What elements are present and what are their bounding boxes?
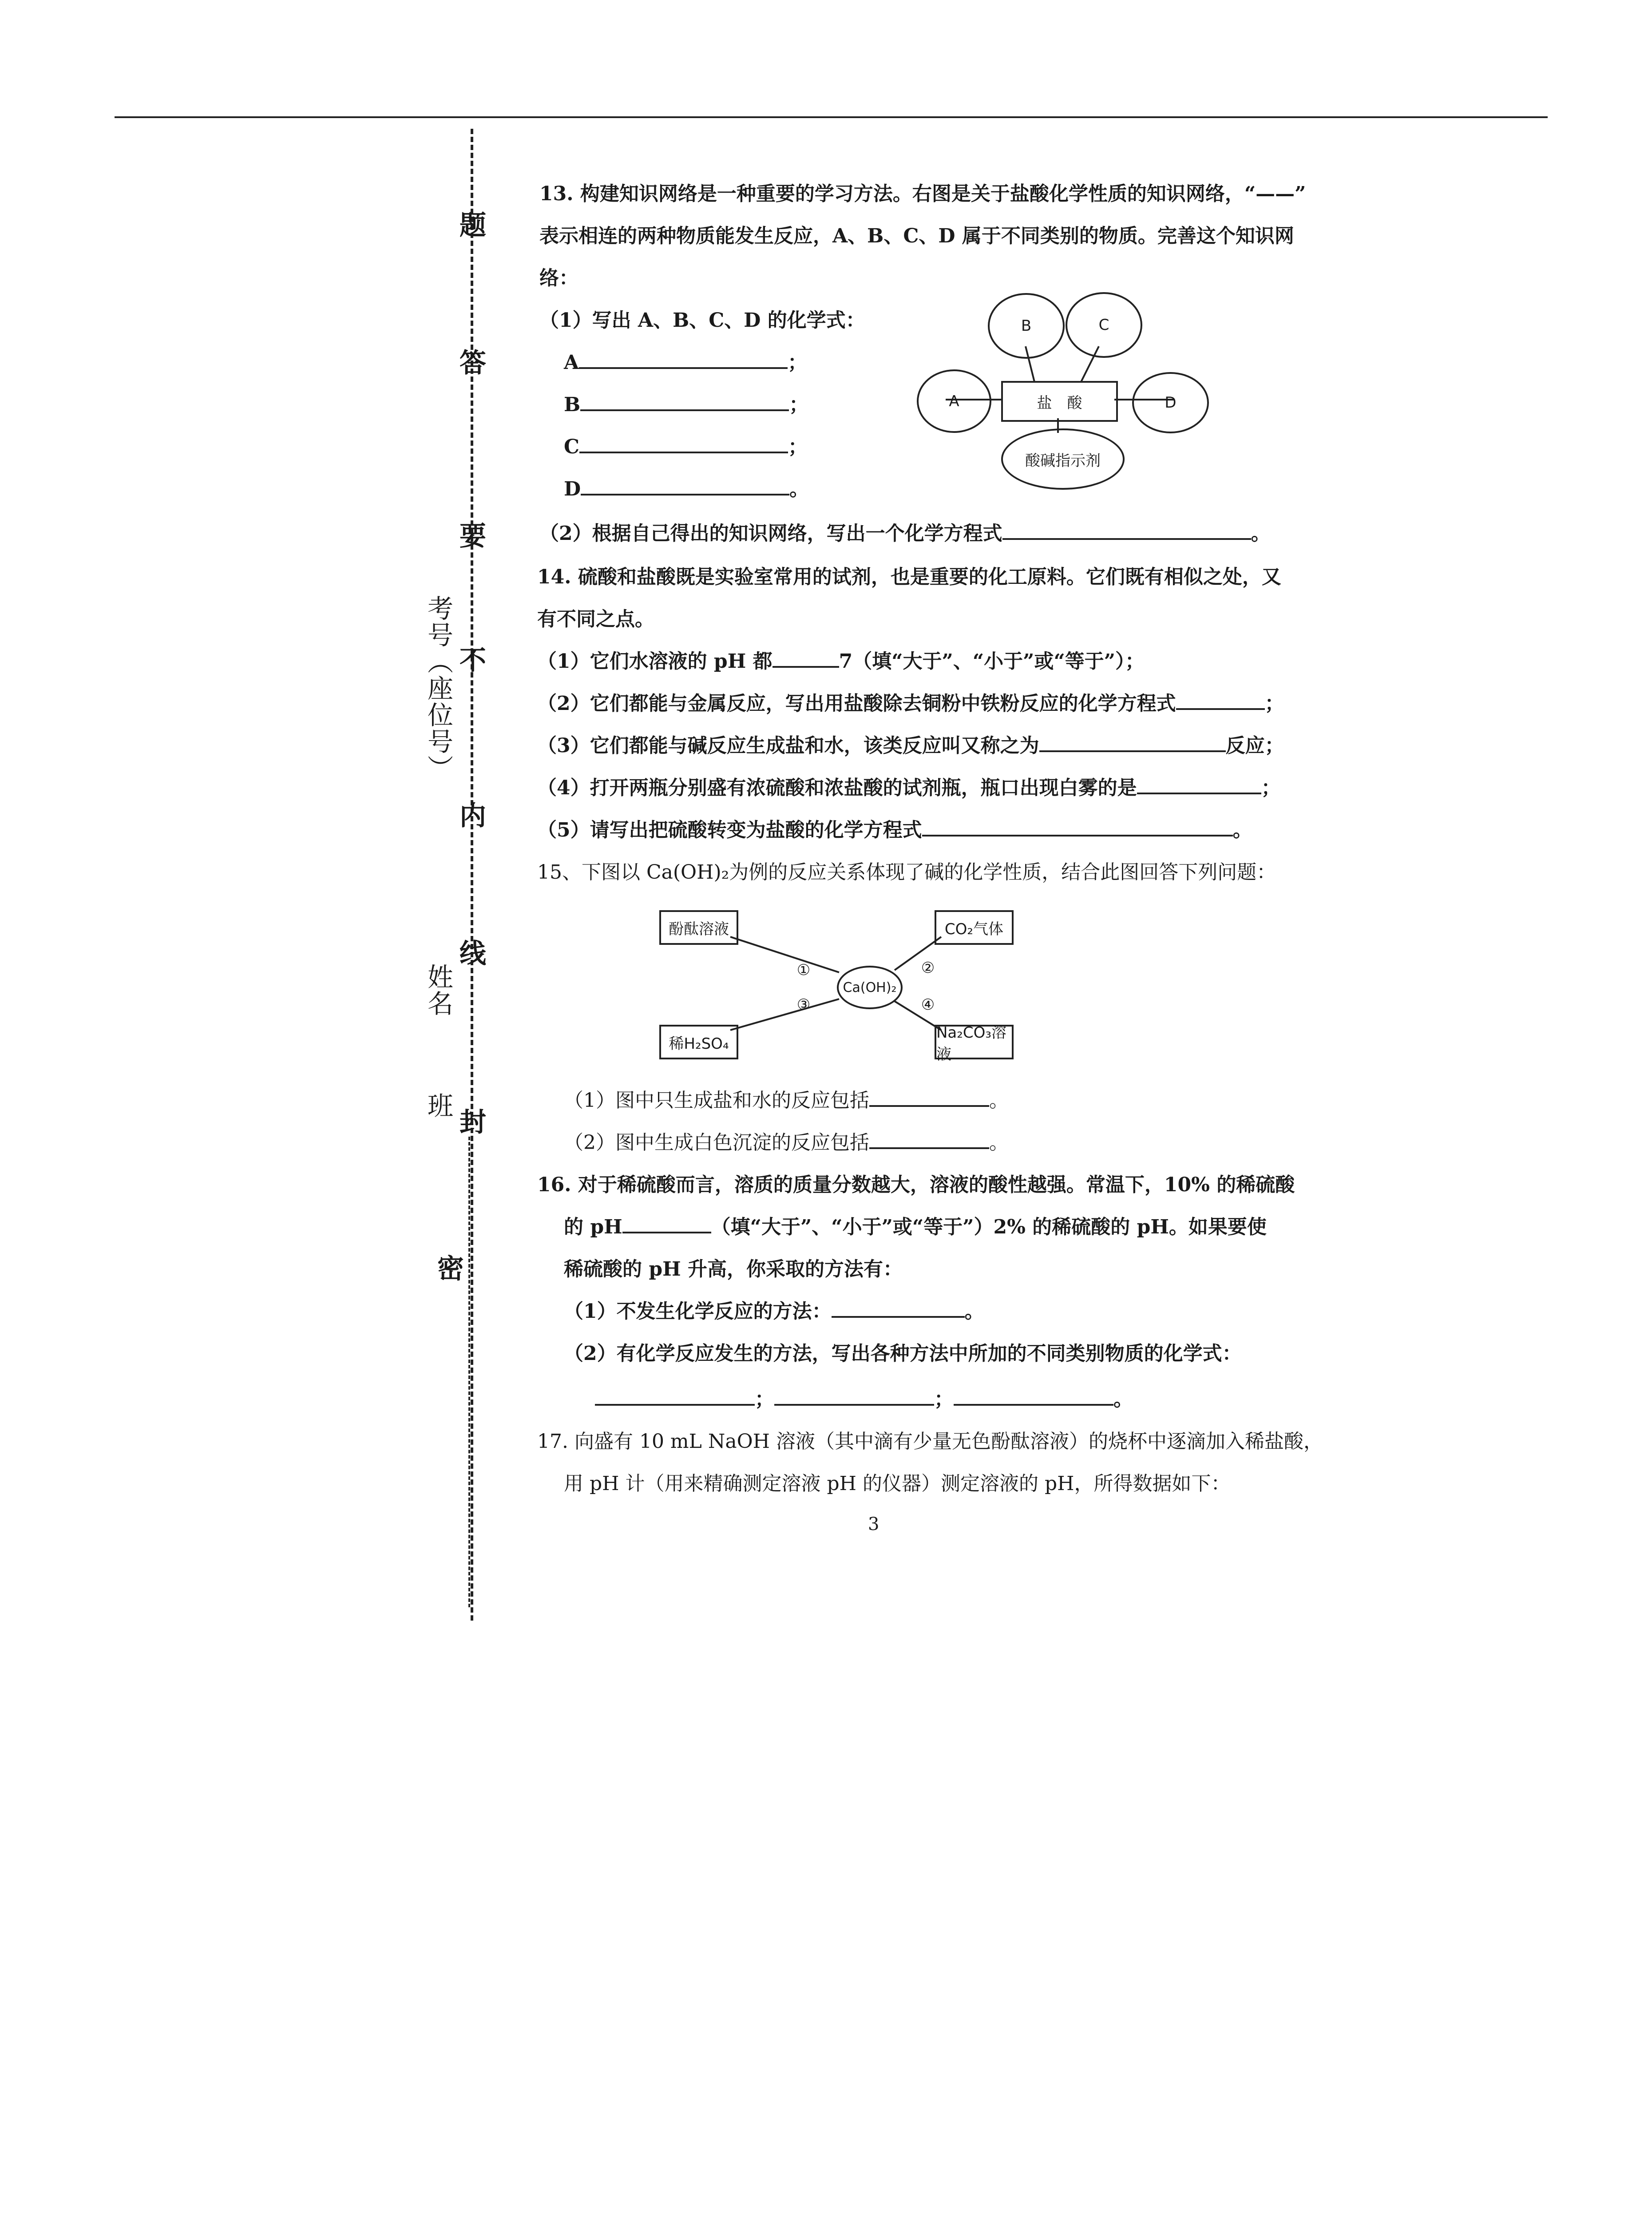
margin-char-5: 内 xyxy=(460,801,486,832)
q16-stem-2 xyxy=(564,1211,1267,1239)
q13-semicolon: ； xyxy=(788,351,808,374)
q16-answer-blank-2[interactable] xyxy=(774,1384,934,1406)
margin-char-3: 要 xyxy=(460,521,486,552)
q16-stem-3: 稀硫酸的 pH 升高，你采取的方法有： xyxy=(564,1258,903,1280)
q16-separator: ； xyxy=(934,1388,954,1411)
q15-part-2 xyxy=(564,1126,1009,1155)
margin-char-8: 密 xyxy=(437,1253,464,1284)
q15-stem: 15、下图以 Ca(OH)₂为例的反应关系体现了碱的化学性质，结合此图回答下列问题： xyxy=(537,861,1276,884)
q16-answer-row xyxy=(595,1383,1133,1411)
q17-line-1: 17. 向盛有 10 mL NaOH 溶液（其中滴有少量无色酚酞溶液）的烧杯中逐滴加入稀盐酸， xyxy=(537,1430,1323,1453)
q16-answer-blank-3[interactable] xyxy=(954,1384,1113,1406)
q14-period: 。 xyxy=(1232,819,1252,841)
q13-label-d: D xyxy=(564,478,581,500)
q14-stem-1: 14. 硫酸和盐酸既是实验室常用的试剂，也是重要的化工原料。它们既有相似之处，又 xyxy=(537,566,1281,588)
q16-ph-compare-blank[interactable] xyxy=(622,1211,711,1233)
q14-part-1-text: （1）它们水溶液的 pH 都 xyxy=(537,650,773,673)
q13-stem-1: 13. 构建知识网络是一种重要的学习方法。右图是关于盐酸化学性质的知识网络，“——” xyxy=(539,182,1306,205)
q13-semicolon: ； xyxy=(788,436,808,458)
q16-separator: ； xyxy=(755,1388,774,1411)
q16-period: 。 xyxy=(964,1300,984,1323)
q15-node-co2-gas: CO₂气体 xyxy=(935,910,1014,945)
q15-node-dilute-h2so4: 稀H₂SO₄ xyxy=(659,1025,738,1059)
q16-answer-blank-1[interactable] xyxy=(595,1384,755,1406)
margin-char-4: 不 xyxy=(460,645,486,676)
q14-stem-2: 有不同之点。 xyxy=(537,608,654,630)
q15-part-1 xyxy=(564,1084,1009,1113)
q13-node-indicator: 酸碱指示剂 xyxy=(1001,428,1125,490)
margin-char-7: 封 xyxy=(460,1107,486,1138)
q15-center-calcium-hydroxide: Ca(OH)₂ xyxy=(837,966,903,1009)
name-label: 姓名 xyxy=(423,963,453,1017)
q15-arrow-label-2: ② xyxy=(921,959,935,977)
q13-period: 。 xyxy=(1251,522,1271,545)
q15-precipitate-blank[interactable] xyxy=(869,1127,989,1149)
q15-period: 。 xyxy=(989,1131,1009,1154)
q16-stem-2-text: 的 pH xyxy=(564,1216,622,1238)
q15-period: 。 xyxy=(989,1089,1009,1112)
q14-part-1-hint: 7（填“大于”、“小于”或“等于”）； xyxy=(839,650,1145,673)
q14-part-2-text: （2）它们都能与金属反应，写出用盐酸除去铜粉中铁粉反应的化学方程式 xyxy=(537,692,1176,715)
q13-node-d: D xyxy=(1132,372,1209,433)
q13-stem-3: 络： xyxy=(539,267,578,289)
q14-part-3-end: 反应； xyxy=(1225,734,1284,757)
q15-node-na2co3-solution: Na₂CO₃溶液 xyxy=(935,1025,1014,1059)
q13-part-2-text: （2）根据自己得出的知识网络，写出一个化学方程式 xyxy=(539,522,1002,545)
q16-part-2: （2）有化学反应发生的方法，写出各种方法中所加的不同类别物质的化学式： xyxy=(564,1342,1242,1365)
scan-page-number: 3 xyxy=(868,1514,879,1534)
q15-arrow-label-3: ③ xyxy=(796,996,811,1014)
q13-stem-2: 表示相连的两种物质能发生反应，A、B、C、D 属于不同类别的物质。完善这个知识网 xyxy=(539,225,1294,247)
class-label: 班 xyxy=(423,1092,453,1119)
q13-label-c: C xyxy=(564,436,580,458)
q15-part-1-text: （1）图中只生成盐和水的反应包括 xyxy=(564,1089,869,1112)
q15-node-phenolphthalein: 酚酞溶液 xyxy=(659,910,738,945)
q14-part-3-text: （3）它们都能与碱反应生成盐和水，该类反应叫又称之为 xyxy=(537,734,1039,757)
q13-node-b: B xyxy=(988,293,1065,359)
q13-center-hydrochloric-acid: 盐 酸 xyxy=(1001,381,1118,422)
q16-period: 。 xyxy=(1113,1388,1133,1411)
q13-part-1: （1）写出 A、B、C、D 的化学式： xyxy=(539,309,865,332)
q16-stem-2-hint: （填“大于”、“小于”或“等于”）2% 的稀硫酸的 pH。如果要使 xyxy=(711,1216,1267,1238)
q14-part-5-text: （5）请写出把硫酸转变为盐酸的化学方程式 xyxy=(537,819,922,841)
q13-node-a: A xyxy=(917,369,991,433)
seat-number-label: 考号（座位号） xyxy=(423,595,453,781)
q15-salt-water-blank[interactable] xyxy=(869,1085,989,1107)
margin-char-6: 线 xyxy=(460,938,486,969)
q16-stem-1: 16. 对于稀硫酸而言，溶质的质量分数越大，溶液的酸性越强。常温下，10% 的稀硫酸 xyxy=(537,1173,1295,1196)
scanned-exam-page xyxy=(420,115,1323,1638)
q14-semicolon: ； xyxy=(1264,692,1284,715)
q15-arrow-label-4: ④ xyxy=(921,996,935,1014)
q14-part-4-text: （4）打开两瓶分别盛有浓硫酸和浓盐酸的试剂瓶，瓶口出现白雾的是 xyxy=(537,777,1137,799)
q13-period: 。 xyxy=(789,478,809,500)
q15-part-2-text: （2）图中生成白色沉淀的反应包括 xyxy=(564,1131,869,1154)
margin-char-1: 题 xyxy=(460,210,486,241)
q17-line-2: 用 pH 计（用来精确测定溶液 pH 的仪器）测定溶液的 pH，所得数据如下： xyxy=(564,1472,1231,1495)
q13-semicolon: ； xyxy=(789,393,809,416)
q16-physical-method-blank[interactable] xyxy=(832,1296,965,1318)
q16-part-1-text: （1）不发生化学反应的方法： xyxy=(564,1300,832,1323)
q13-label-a: A xyxy=(564,351,579,374)
q13-node-c: C xyxy=(1066,292,1142,358)
margin-char-2: 答 xyxy=(460,348,486,379)
q16-part-1 xyxy=(564,1295,984,1324)
q14-semicolon: ； xyxy=(1261,777,1281,799)
q13-label-b: B xyxy=(564,393,581,416)
q15-arrow-label-1: ① xyxy=(796,961,811,979)
